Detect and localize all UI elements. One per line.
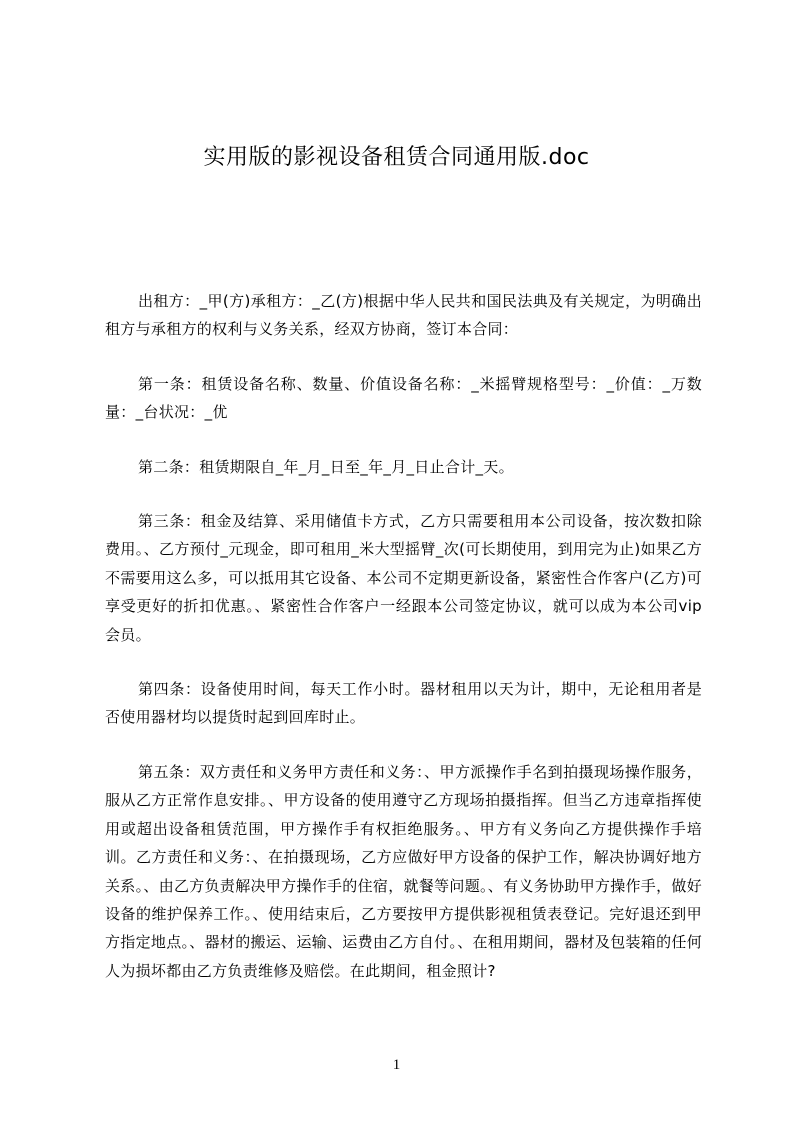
- paragraph-article-3: 第三条：租金及结算、采用储值卡方式，乙方只需要租用本公司设备，按次数扣除费用。、乙方预付_元现金，即可租用_米大型摇臂_次(可长期使用，到用完为止)如果乙方不需要用这么多，可以抵用其它设备、本公司不定期更新设备，紧密性合作客户(乙方)可享受更好的折扣优惠。、紧密性合作客户一经跟本公司签定协议，就可以成为本公司vip会员。: [105, 512, 702, 644]
- document-title: 实用版的影视设备租赁合同通用版.doc: [203, 145, 590, 170]
- page-number: 1: [392, 1057, 401, 1073]
- paragraph-article-4: 第四条：设备使用时间，每天工作小时。器材租用以天为计，期中，无论租用者是否使用器材均以提货时起到回库时止。: [105, 680, 702, 727]
- paragraph-article-5: 第五条：双方责任和义务甲方责任和义务：、甲方派操作手名到拍摄现场操作服务，服从乙方正常作息安排。、甲方设备的使用遵守乙方现场拍摄指挥。但当乙方违章指挥使用或超出设备租赁范围，甲方操作手有权拒绝服务。、甲方有义务向乙方提供操作手培训。乙方责任和义务：、在拍摄现场，乙方应做好甲方设备的保护工作，解决协调好地方关系。、由乙方负责解决甲方操作手的住宿，就餐等问题。、有义务协助甲方操作手，做好设备的维护保养工作。、使用结束后，乙方要按甲方提供影视租赁表登记。完好退还到甲方指定地点。、器材的搬运、运输、运费由乙方自付。、在租用期间，器材及包装箱的任何人为损坏都由乙方负责维修及赔偿。在此期间，租金照计?: [105, 762, 703, 980]
- paragraph-parties: 出租方：_甲(方)承租方：_乙(方)根据中华人民共和国民法典及有关规定，为明确出租方与承租方的权利与义务关系，经双方协商，签订本合同：: [105, 292, 702, 339]
- document-body: [105, 287, 702, 985]
- paragraph-article-2: 第二条：租赁期限自_年_月_日至_年_月_日止合计_天。: [138, 457, 514, 476]
- paragraph-gap: [105, 732, 702, 758]
- paragraph-gap: [105, 344, 702, 370]
- paragraph-article-1: 第一条：租赁设备名称、数量、价值设备名称：_米摇臂规格型号：_价值：_万数量：_台状况：_优: [105, 374, 702, 422]
- paragraph-gap: [105, 427, 702, 453]
- paragraph-gap: [105, 481, 702, 507]
- paragraph-gap: [105, 649, 702, 675]
